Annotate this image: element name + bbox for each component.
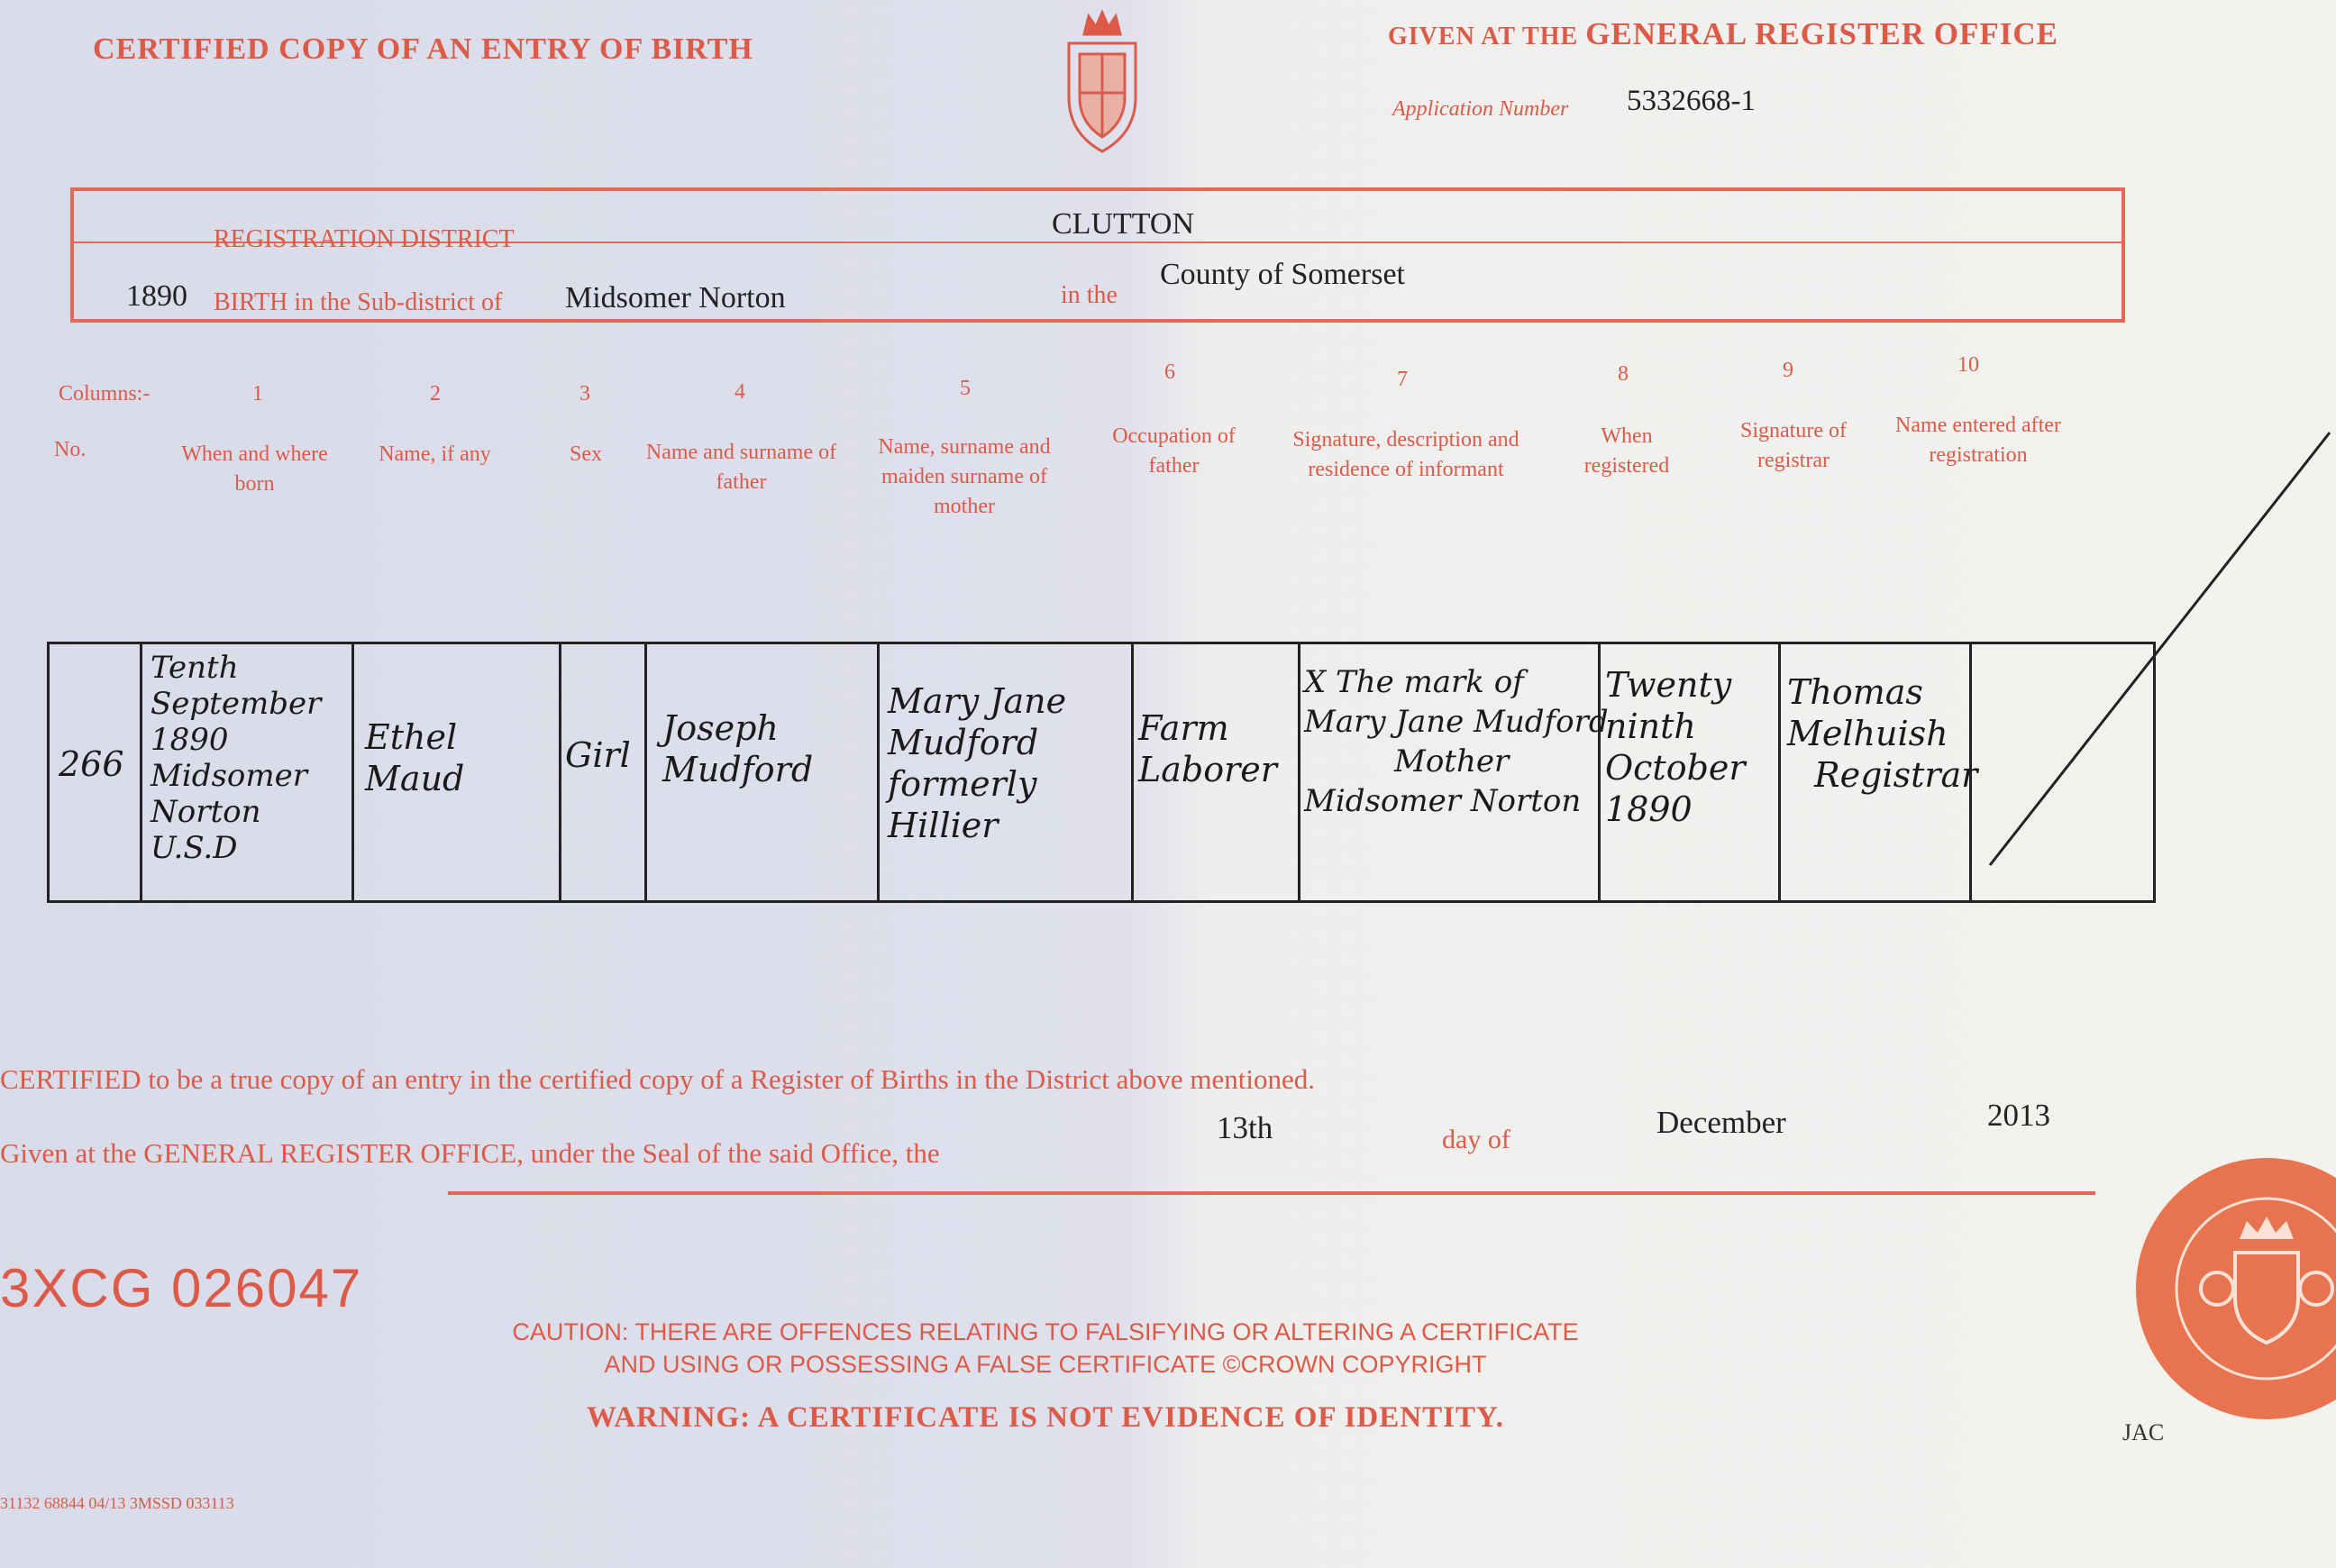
mother-line: Mudford — [888, 723, 1039, 762]
given-office: GENERAL REGISTER OFFICE — [1585, 16, 2058, 51]
no-label: No. — [54, 438, 87, 461]
col-7-head: Signature, description and residence of informant — [1292, 428, 1519, 481]
county-value: County of Somerset — [1160, 258, 1405, 291]
col-4-num: 4 — [735, 380, 745, 404]
registration-district-label: REGISTRATION DISTRICT — [214, 225, 515, 253]
entry-father — [662, 707, 813, 790]
col-divider — [1298, 644, 1300, 900]
occupation-line: Farm — [1138, 708, 1229, 748]
col-10-head: Name entered after registration — [1895, 414, 2061, 467]
print-code: 31132 68844 04/13 3MSSD 033113 — [0, 1494, 234, 1512]
col-9-num: 9 — [1783, 359, 1793, 382]
entry-informant — [1304, 662, 1609, 821]
col-divider — [1778, 644, 1781, 900]
certificate-title: CERTIFIED COPY OF AN ENTRY OF BIRTH — [93, 32, 753, 66]
col-2-num: 2 — [430, 382, 441, 406]
royal-crest-icon — [1053, 7, 1152, 160]
identity-warning: WARNING: A CERTIFICATE IS NOT EVIDENCE OF IDENTITY. — [586, 1401, 1505, 1434]
day-of-label: day of — [1442, 1125, 1510, 1154]
registrar-line: Thomas — [1787, 672, 1923, 712]
where-line: Norton — [151, 794, 261, 830]
entry-name — [365, 716, 464, 799]
name-line: Ethel — [365, 717, 458, 757]
caution-line-2: AND USING OR POSSESSING A FALSE CERTIFICATE ©CROWN COPYRIGHT — [604, 1351, 1487, 1378]
entry-registrar — [1787, 671, 1977, 796]
col-7-num: 7 — [1397, 368, 1408, 391]
col-2-head: Name, if any — [379, 442, 491, 466]
certificate-serial: 3XCG 026047 — [0, 1258, 363, 1318]
registered-line: ninth — [1605, 707, 1696, 746]
col-9-head: Signature of registrar — [1740, 419, 1847, 472]
col-divider — [140, 644, 142, 900]
entry-mother — [888, 680, 1066, 846]
when-line: 1890 — [151, 722, 229, 758]
registrar-line: Registrar — [1814, 755, 1978, 795]
col-1-head: When and where born — [181, 442, 328, 496]
given-statement: Given at the GENERAL REGISTER OFFICE, under the Seal of the said Office, the — [0, 1137, 940, 1169]
registration-year: 1890 — [126, 279, 187, 313]
occupation-line: Laborer — [1138, 750, 1277, 789]
name-line: Maud — [365, 759, 465, 798]
registration-district-value: CLUTTON — [1052, 207, 1195, 241]
father-line: Mudford — [662, 750, 814, 789]
strike-through-line — [1983, 424, 2336, 874]
issuer-initials: JAC — [2122, 1419, 2165, 1445]
entry-number: 266 — [59, 744, 124, 784]
col-divider — [644, 644, 647, 900]
subdistrict-value: Midsomer Norton — [565, 281, 786, 315]
col-6-head: Occupation of father — [1112, 424, 1236, 478]
entry-sex: Girl — [565, 735, 631, 775]
certified-year: 2013 — [1987, 1098, 2050, 1133]
caution-text — [451, 1316, 1640, 1381]
informant-line: Midsomer Norton — [1304, 783, 1582, 819]
application-number: 5332668-1 — [1627, 85, 1756, 117]
certified-month: December — [1656, 1105, 1786, 1140]
col-divider — [877, 644, 880, 900]
col-8-head: When registered — [1583, 424, 1670, 478]
when-line: Tenth — [151, 650, 239, 686]
caution-line-1: CAUTION: THERE ARE OFFENCES RELATING TO FALSIFYING OR ALTERING A CERTIFICATE — [512, 1318, 1579, 1345]
entry-row — [47, 642, 2156, 903]
columns-label: Columns:- — [59, 382, 151, 406]
col-3-num: 3 — [579, 382, 590, 406]
when-line: September — [151, 686, 322, 722]
given-prefix: GIVEN AT THE — [1388, 23, 1579, 50]
col-4-head: Name and surname of father — [645, 441, 837, 494]
col-divider — [1131, 644, 1134, 900]
general-register-office-seal-icon — [2131, 1153, 2336, 1424]
col-divider — [351, 644, 354, 900]
col-1-num: 1 — [252, 382, 263, 406]
col-10-num: 10 — [1957, 353, 1979, 377]
in-the-label: in the — [1061, 281, 1118, 309]
col-divider — [559, 644, 561, 900]
registration-box — [70, 187, 2125, 323]
entry-occupation — [1138, 707, 1277, 790]
informant-line: Mother — [1394, 743, 1510, 779]
where-line: U.S.D — [151, 830, 238, 866]
where-line: Midsomer — [151, 758, 307, 794]
subdistrict-label: BIRTH in the Sub-district of — [214, 288, 503, 316]
entry-registered — [1605, 664, 1746, 830]
registered-line: Twenty — [1605, 665, 1732, 705]
mother-line: Mary Jane — [888, 681, 1067, 721]
registered-line: 1890 — [1605, 789, 1693, 829]
col-6-num: 6 — [1164, 360, 1175, 384]
father-line: Joseph — [662, 708, 779, 748]
signature-line — [448, 1191, 2095, 1195]
col-3-head: Sex — [570, 442, 602, 466]
entry-when-where — [151, 650, 321, 866]
mother-line: Hillier — [888, 806, 999, 845]
col-5-num: 5 — [960, 377, 971, 400]
certified-day: 13th — [1217, 1110, 1273, 1145]
given-at-office — [1388, 16, 2058, 52]
informant-line: X The mark of — [1304, 664, 1524, 700]
mother-line: formerly — [888, 764, 1037, 804]
col-5-head: Name, surname and maiden surname of mother — [878, 435, 1051, 518]
col-8-num: 8 — [1618, 362, 1629, 386]
registrar-line: Melhuish — [1787, 714, 1948, 753]
informant-line: Mary Jane Mudford — [1304, 704, 1609, 740]
registered-line: October — [1605, 748, 1746, 788]
certified-statement: CERTIFIED to be a true copy of an entry in the certified copy of a Register of Births in the District above mentioned. — [0, 1063, 1316, 1095]
application-number-label: Application Number — [1392, 97, 1569, 121]
